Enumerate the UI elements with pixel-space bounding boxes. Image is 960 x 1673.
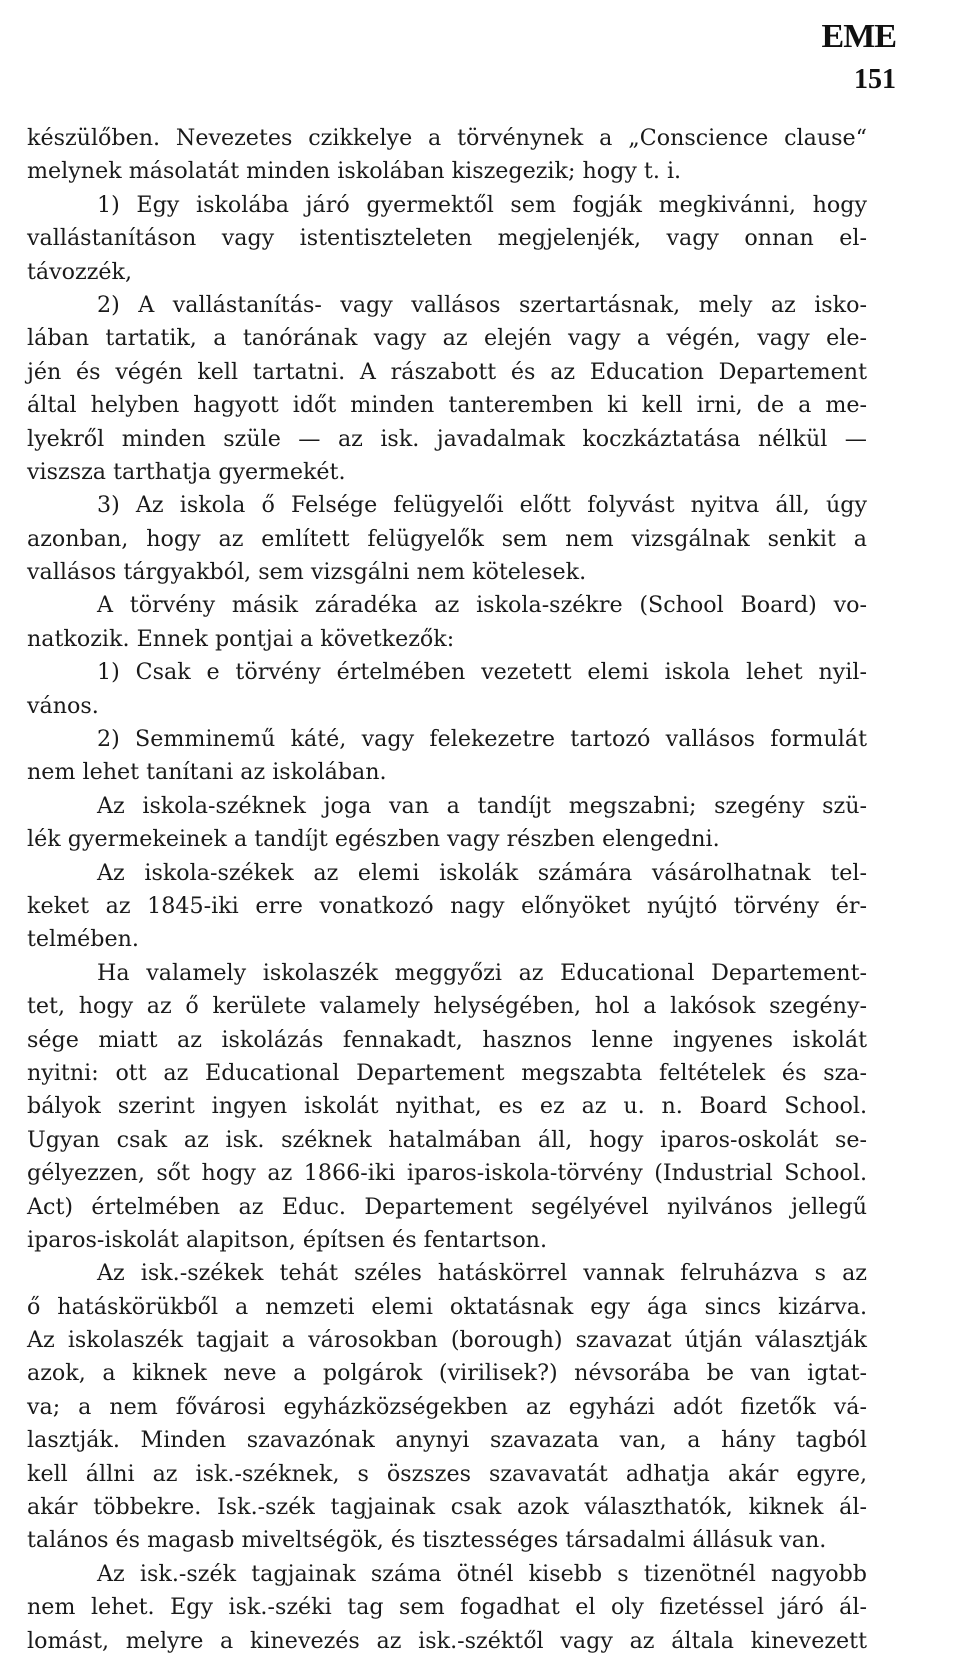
text-line: telmében. (27, 926, 139, 953)
text-line: 3) Az iskola ő Felsége felügyelői előtt folyvást nyitva áll, úgy (97, 492, 867, 519)
text-line: Ugyan csak az isk. széknek hatalmában áll, hogy iparos-oskolát se- (27, 1126, 867, 1153)
text-line: távozzék, (27, 258, 133, 285)
text-line: gélyezzen, sőt hogy az 1866-iki iparos-iskola-törvény (Industrial School. (27, 1160, 867, 1187)
text-line: 2) Semminemű káté, vagy felekezetre tartozó vallásos formulát (97, 726, 867, 753)
text-line: készülőben. Nevezetes czikkelye a törvénynek a „Conscience clause“ (27, 125, 867, 151)
text-line: lyekről minden szüle — az isk. javadalmak koczkáztatása nélkül — (27, 425, 867, 452)
text-line: akár többekre. Isk.-szék tagjainak csak azok választhatók, kiknek ál- (27, 1494, 867, 1521)
text-line: talános és magasb miveltségök, és tisztességes társadalmi állásuk van. (27, 1527, 827, 1554)
text-line: nem lehet. Egy isk.-széki tag sem fogadhat el oly fizetéssel járó ál- (27, 1594, 867, 1621)
text-line: bályok szerint ingyen iskolát nyithat, es ez az u. n. Board School. (27, 1093, 867, 1120)
text-line: Act) értelmében az Educ. Departement segélyével nyilvános jellegű (27, 1193, 867, 1220)
text-line: lasztják. Minden szavazónak anynyi szavazata van, a hány tagból (27, 1427, 867, 1454)
text-line: A törvény másik záradéka az iskola-székre (School Board) vo- (97, 592, 867, 619)
text-line: lában tartatik, a tanórának vagy az elején vagy a végén, vagy ele- (27, 325, 867, 352)
text-line: lék gyermekeinek a tandíjt egészben vagy részben elengedni. (27, 826, 720, 853)
text-line: 1) Csak e törvény értelmében vezetett elemi iskola lehet nyil- (97, 659, 867, 686)
text-line: keket az 1845-iki erre vonatkozó nagy előnyöket nyújtó törvény ér- (27, 892, 867, 919)
text-line: sége miatt az iskolázás fennakadt, hasznos lenne ingyenes iskolát (27, 1026, 867, 1053)
body-text (27, 122, 867, 1658)
text-line: viszsza tarthatja gyermekét. (27, 458, 346, 485)
page-header (0, 0, 960, 110)
text-line: Az isk.-székek tehát széles hatáskörrel vannak felruházva s az (97, 1260, 867, 1287)
text-line: Az iskolaszék tagjait a városokban (borough) szavazat útján választják (27, 1327, 867, 1354)
text-line: 2) A vallástanítás- vagy vallásos szertartásnak, mely az isko- (97, 291, 867, 318)
text-line: Az iskola-székek az elemi iskolák számára vásárolhatnak tel- (97, 859, 867, 886)
text-line: vános. (27, 692, 99, 719)
text-line: lomást, melyre a kinevezés az isk.-széktől vagy az általa kinevezett (27, 1627, 867, 1654)
text-line: által helyben hagyott időt minden tanteremben ki kell irni, de a me- (27, 392, 867, 419)
text-line: Az isk.-szék tagjainak száma ötnél kisebb s tizenötnél nagyobb (97, 1560, 867, 1587)
page-number: 151 (854, 64, 896, 95)
text-line: 1) Egy iskolába járó gyermektől sem fogják megkivánni, hogy (97, 191, 867, 218)
text-line: nem lehet tanítani az iskolában. (27, 759, 387, 786)
text-line: ő hatáskörükből a nemzeti elemi oktatásnak egy ága sincs kizárva. (27, 1293, 867, 1320)
text-line: vallásos tárgyakból, sem vizsgálni nem kötelesek. (27, 559, 587, 586)
text-line: azok, a kiknek neve a polgárok (virilisek?) névsorába be van igtat- (27, 1360, 867, 1387)
text-line: jén és végén kell tartatni. A rászabott és az Education Departement (27, 358, 867, 385)
text-line: iparos-iskolát alapitson, építsen és fentartson. (27, 1226, 548, 1253)
text-line: va; a nem fővárosi egyházközségekben az egyházi adót fizetők vá- (27, 1393, 867, 1420)
text-line: azonban, hogy az említett felügyelők sem nem vizsgálnak senkit a (27, 525, 867, 552)
text-line: kell állni az isk.-széknek, s öszszes szavavatát adhatja akár egyre, (27, 1460, 867, 1487)
text-line: melynek másolatát minden iskolában kiszegezik; hogy t. i. (27, 158, 682, 185)
text-line: natkozik. Ennek pontjai a következők: (27, 625, 455, 652)
text-line: nyitni: ott az Educational Departement megszabta feltételek és sza- (27, 1059, 867, 1086)
eme-logo: EME (821, 18, 896, 55)
text-line: Az iskola-széknek joga van a tandíjt megszabni; szegény szü- (97, 792, 867, 819)
text-line: vallástanításon vagy istentiszteleten megjelenjék, vagy onnan el- (27, 225, 867, 252)
text-line: tet, hogy az ő kerülete valamely helységében, hol a lakósok szegény- (27, 993, 867, 1020)
text-line: Ha valamely iskolaszék meggyőzi az Educational Departement- (97, 959, 867, 986)
